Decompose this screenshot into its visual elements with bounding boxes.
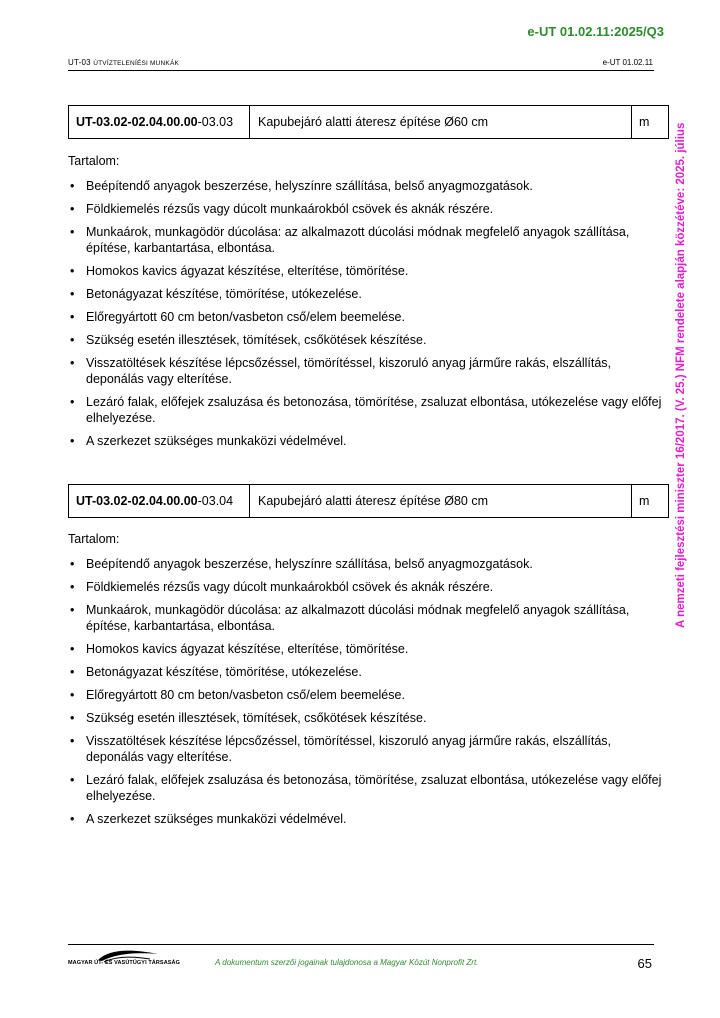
bullet-icon: • — [70, 812, 75, 826]
list-item: • Szükség esetén illesztések, tömítések, csőkötések készítése. — [70, 333, 427, 347]
header-prefix: UT-03 — [68, 58, 94, 67]
bullet-icon: • — [70, 557, 75, 571]
bullet-icon: • — [70, 642, 75, 656]
company-logo-text: MAGYAR ÚT- ÉS VASÚTÜGYI TÁRSASÁG — [68, 960, 180, 966]
bullet-icon: • — [70, 287, 75, 301]
bullet-list-2 — [68, 556, 663, 834]
item-unit: m — [639, 494, 650, 508]
item-code-suffix: -03.04 — [197, 494, 234, 508]
company-logo-icon — [68, 948, 168, 970]
list-item: • Lezáró falak, előfejek zsaluzása és betonozása, tömörítése, zsaluzat elbontása, utókezelése vagy előfej elhelyezése. — [70, 395, 662, 425]
list-item: • Lezáró falak, előfejek zsaluzása és betonozása, tömörítése, zsaluzat elbontása, utókezelése vagy előfej elhelyezése. — [70, 773, 662, 803]
bullet-icon: • — [70, 665, 75, 679]
item-table-1 — [68, 105, 669, 139]
list-item: • Visszatöltések készítése lépcsőzéssel, tömörítéssel, kiszoruló anyag járműre rakás, elszállítás, deponálás vagy elterítése. — [70, 356, 611, 386]
bullet-icon: • — [70, 434, 75, 448]
content-label: Tartalom: — [68, 154, 120, 168]
list-item: • Szükség esetén illesztések, tömítések, csőkötések készítése. — [70, 711, 427, 725]
bullet-icon: • — [70, 310, 75, 324]
header-section-title: ÚTVÍZTELENÍÉSI MUNKÁK — [93, 60, 180, 67]
running-header-left — [68, 58, 179, 67]
list-item: • Munkaárok, munkagödör dúcolása: az alkalmazott dúcolási módnak megfelelő anyagok szállítása, építése, karbantartása, elbontása. — [70, 225, 630, 255]
page-number: 65 — [637, 956, 652, 971]
item-description: Kapubejáró alatti áteresz építése Ø60 cm — [250, 106, 632, 138]
bullet-icon: • — [70, 711, 75, 725]
list-item: • Betonágyazat készítése, tömörítése, utókezelése. — [70, 287, 362, 301]
item-code-cell — [69, 485, 250, 517]
list-item: • Beépítendő anyagok beszerzése, helyszínre szállítása, belső anyagmozgatások. — [70, 557, 533, 571]
list-item: • Földkiemelés rézsűs vagy dúcolt munkaárokból csövek és aknák részére. — [70, 202, 494, 216]
running-header-right: e-UT 01.02.11 — [602, 58, 653, 67]
bullet-icon: • — [70, 356, 75, 370]
list-item: • A szerkezet szükséges munkaközi védelmével. — [70, 812, 347, 826]
bullet-icon: • — [70, 580, 75, 594]
bullet-icon: • — [70, 202, 75, 216]
bullet-icon: • — [70, 225, 75, 239]
bullet-icon: • — [70, 688, 75, 702]
list-item: • Munkaárok, munkagödör dúcolása: az alkalmazott dúcolási módnak megfelelő anyagok szállítása, építése, karbantartása, elbontása. — [70, 603, 630, 633]
item-code-bold: UT-03.02-02.04.00.00 — [76, 115, 198, 129]
content-label: Tartalom: — [68, 532, 120, 546]
bullet-icon: • — [70, 179, 75, 193]
bullet-icon: • — [70, 264, 75, 278]
publication-side-note: A nemzeti fejlesztési miniszter 16/2017. (V. 25.) NFM rendelete alapján közzétéve: 2025. július — [675, 122, 687, 628]
bullet-icon: • — [70, 603, 75, 617]
list-item: • Földkiemelés rézsűs vagy dúcolt munkaárokból csövek és aknák részére. — [70, 580, 494, 594]
item-table-2 — [68, 484, 669, 518]
list-item: • Homokos kavics ágyazat készítése, elterítése, tömörítése. — [70, 642, 409, 656]
list-item: • Beépítendő anyagok beszerzése, helyszínre szállítása, belső anyagmozgatások. — [70, 179, 533, 193]
bullet-icon: • — [70, 773, 75, 787]
list-item: • Visszatöltések készítése lépcsőzéssel, tömörítéssel, kiszoruló anyag járműre rakás, elszállítás, deponálás vagy elterítése. — [70, 734, 611, 764]
item-unit: m — [639, 115, 650, 129]
document-code: e-UT 01.02.11:2025/Q3 — [527, 24, 664, 39]
bullet-list-1 — [68, 178, 663, 456]
item-code-suffix: -03.03 — [197, 115, 234, 129]
item-code-cell — [69, 106, 250, 138]
list-item: • A szerkezet szükséges munkaközi védelmével. — [70, 434, 347, 448]
copyright-note: A dokumentum szerzői jogainak tulajdonosa a Magyar Közút Nonprofit Zrt. — [215, 958, 479, 967]
item-code-bold: UT-03.02-02.04.00.00 — [76, 494, 198, 508]
list-item: • Előregyártott 60 cm beton/vasbeton cső/elem beemelése. — [70, 310, 405, 324]
item-description: Kapubejáró alatti áteresz építése Ø80 cm — [250, 485, 632, 517]
list-item: • Betonágyazat készítése, tömörítése, utókezelése. — [70, 665, 362, 679]
header-divider — [68, 70, 654, 71]
bullet-icon: • — [70, 333, 75, 347]
list-item: • Homokos kavics ágyazat készítése, elterítése, tömörítése. — [70, 264, 409, 278]
bullet-icon: • — [70, 734, 75, 748]
bullet-icon: • — [70, 395, 75, 409]
list-item: • Előregyártott 80 cm beton/vasbeton cső/elem beemelése. — [70, 688, 405, 702]
footer-divider — [68, 944, 654, 945]
